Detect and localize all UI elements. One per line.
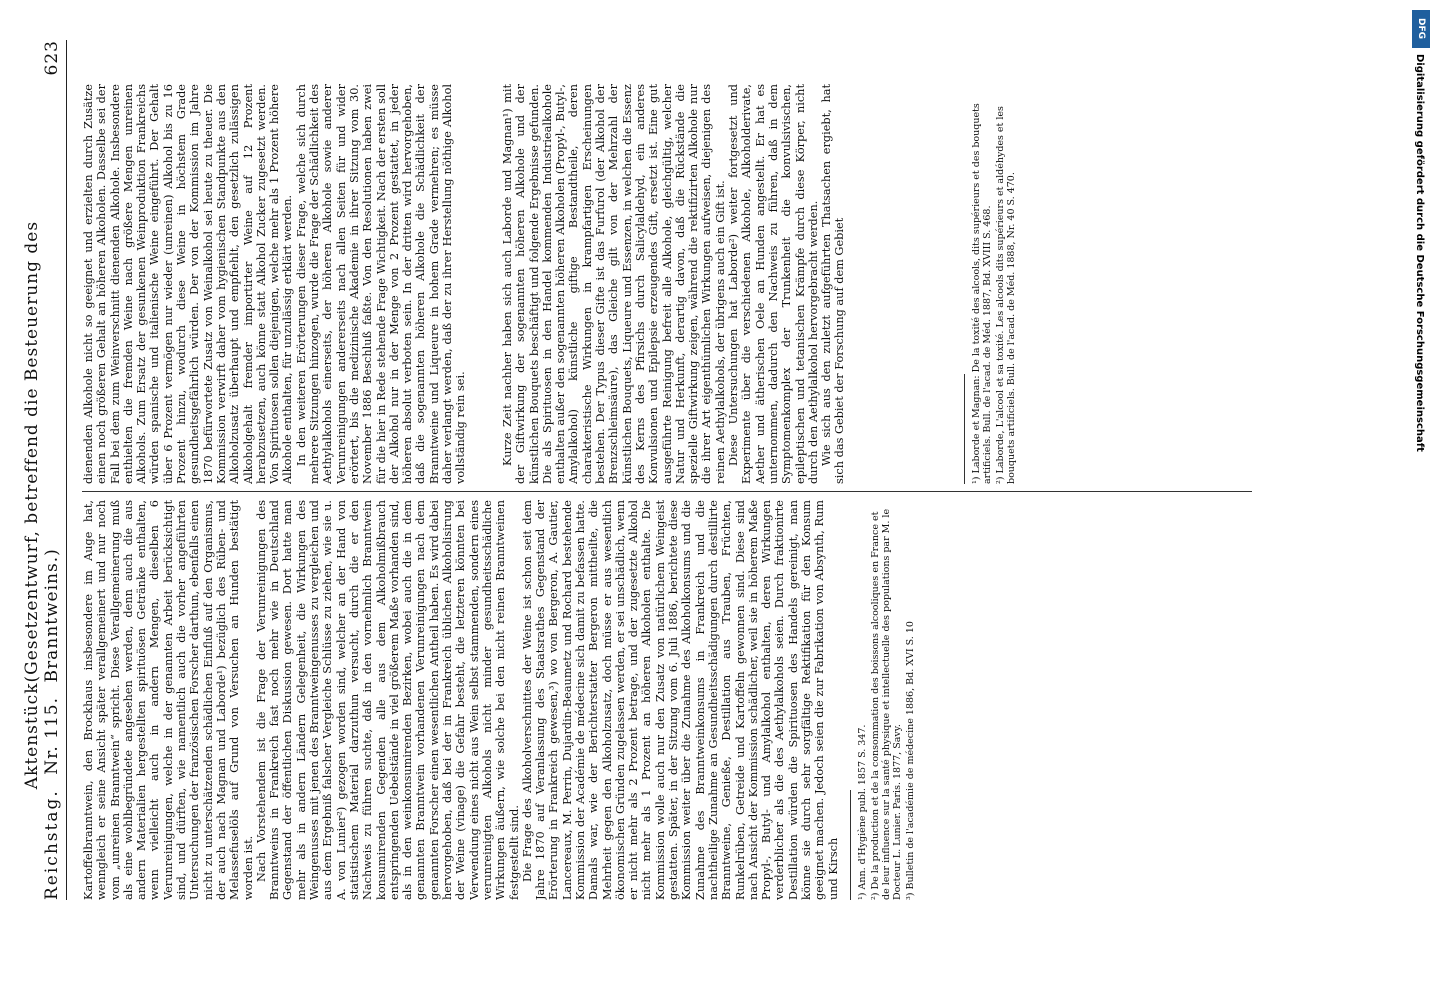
header-left: Reichstag. bbox=[42, 789, 62, 900]
right-paragraph-1: dienenden Alkohole nicht so geeignet und erzielten durch Zusätze einen noch größeren Gehalt an höheren Alkoholen. Dasselbe sei der Fall bei dem zum Weinverschnitt dienenden Alkohole. Insbesondere enthielten die fremden Weine nach größere Mengen unreinen Alkohols. Zum Ersatz der gesunkenen Weinproduktion Frankreichs würden spanische und italienische Weine eingeführt. Der Gehalt über 6 Prozent vermögen nur wieder (unreinen) Alkohol bis zu 16 Prozent hinzu, wodurch diese Weine in höchstem Grade gesundheitsgefährlich würden. Der von der Kommission im Jahre 1870 befürwortete Zusatz von Weinalkohol sei heute zu theuer. Die Kommission verwirft daher vom hygienischen Standpunkte aus den Alkoholzusatz überhaupt und empfiehlt, den gesetzlich zulässigen Alkoholgehalt fremder importirter Weine auf 12 Prozent herabzusetzen, auch könne statt Alkohol Zucker zugesetzt werden. Von Spirituosen sollen diejenigen, welche mehr als 1 Prozent höhere Alkohole enthalten, für unzulässig erklärt werden. bbox=[82, 84, 295, 484]
footnote-rule-left bbox=[850, 790, 851, 900]
left-column-body bbox=[82, 500, 842, 900]
right-paragraph-3: Kurze Zeit nachher haben sich auch Laborde und Magnan¹) mit der Giftwirkung der sogenannten höheren Alkohole und der künstlichen Bouquets beschäftigt und folgende Ergebnisse gefunden. Die als Spirituosen in den Handel kommenden Industriealkohole enthalten außer den sogenannten höheren Alkoholen (Propyl-, Butyl-, Amylalkohol) künstliche giftige Bestandtheile, deren charakteristische Wirkungen in krampfartigen Erscheinungen bestehen. Der Typus dieser Gifte ist das Furfurol (der Alkohol der Brenzschleimsäure), das Gleiche gilt von der Mehrzahl der künstlichen Bouquets, Liqueure und Essenzen, in welchen die Essenz des Kerns des Pfirsichs durch Salicylaldehyd, ein anderes Konvulsionen und Epilepsie erzeugendes Gift, ersetzt ist. Eine gut ausgeführte Reinigung befreit alle Alkohole, gleichgültig, welcher Natur und Herkunft, derartig davon, daß die Rückstände die spezielle Giftwirkung zeigen, während die rektifizirten Alkohole nur die ihrer Art eigenthümlichen Wirkungen aufweisen, diejenigen des reinen Aethylalkohols, der übrigens auch ein Gift ist. bbox=[501, 84, 727, 484]
right-column bbox=[82, 84, 1019, 484]
right-column-body-bottom bbox=[501, 84, 956, 484]
footnote-rule-right bbox=[964, 374, 965, 484]
left-footnote-1: ¹) Ann. d'Hygiène publ. 1857 S. 347. bbox=[857, 724, 868, 900]
right-column-body-top bbox=[82, 84, 497, 484]
header-topic: (Gesetzentwurf, betreffend die Besteuerung des Branntweins.) bbox=[22, 220, 62, 683]
right-footnotes bbox=[971, 84, 1017, 484]
left-paragraph-1: Kartoffelbranntwein, den Brockhaus insbesondere im Auge hat, wenngleich er seine Ansicht später verallgemeinert und nur noch vom „unreinen Branntwein“ spricht. Diese Verallgemeinerung muß als eine wohlbegründete angesehen werden, denn auch die aus andern Materialien hergestellten spirituösen Getränke enthalten, wenn vielleicht auch in andern Mengen, dieselben 6 Verunreinigungen, welche in der genannten Arbeit berücksichtigt sind, und dürften, wie namentlich auch die vorher angeführten Untersuchungen der französischen Forscher darthun, ebenfalls einen nicht zu unterschätzenden schädlichen Einfluß auf den Organismus, der auch nach Magnan und Laborde¹) bezüglich des Rüben- und Melassefuselöls auf Grund von Versuchen an Hunden bestätigt worden ist. bbox=[82, 500, 255, 900]
left-paragraph-3: Die Frage des Alkoholverschnittes der Weine ist schon seit dem Jahre 1870 auf Veranlassung des Staatsrathes Gegenstand der Erörterung in Frankreich gewesen,³) wo von Bergeron, A. Gautier, Lancereaux, M. Perrin, Dujardin-Beaumetz und Rochard bestehende Kommission der Académie de médecine sich damit zu befassen hatte. Damals war, wie der Berichterstatter Bergeron mittheilte, die Mehrheit gegen den Alkoholzusatz, doch müsse er aus wesentlich ökonomischen Gründen zugelassen werden, er sei unschädlich, wenn er nicht mehr als 2 Prozent betrage, und der zugesetzte Alkohol nicht mehr als 1 Prozent an höheren Alkoholen enthalte. Die Kommission wolle auch nur den Zusatz von natürlichem Weingeist gestatten. Später, in der Sitzung vom 6. Juli 1886, berichtete diese Kommission weiter über die Zunahme des Alkoholkonsums und die Zunahme des Branntweinkonsums in Frankreich und die nachtheilige Zunahme an Gesundheitsschädigungen durch destillirte Branntweine, Genieße, Destillation aus Trauben, Früchten, Runkelrüben, Getreide und Kartoffeln gewonnen sind. Diese sind nach Ansicht der Kommission schädlicher, weil sie in höherem Maße Propyl-, Butyl- und Amylalkohol enthalten, deren Wirkungen verderblicher als die des Aethylalkohols seien. Durch fraktionirte Destillation würden die Spirituosen des Handels gereinigt, man könne sie durch sehr sorgfältige Rektifikation für den Konsum geeignet machen. Jedoch seien die zur Fabrikation von Absynth, Rum und Kirsch bbox=[520, 500, 840, 900]
digitization-credit: Digitalisierung gefördert durch die Deutsche Forschungsgemeinschaft bbox=[1414, 54, 1425, 452]
left-footnote-2: ²) De la production et de la consommation des boissons alcooliques en France et de leur influence sur la santé physique et intellectuelle des populations par M. le Docteur L. Lunier. Paris. 1877, Savy. bbox=[870, 508, 903, 900]
right-footnote-2: ²) Laborde, L'alcool et sa toxité. Les alcools dits supérieurs et aldéhydes et les bouquets artificiels. Bull. de l'acad. de Méd. 1888, Nr. 40 S. 470. bbox=[995, 106, 1017, 484]
right-paragraph-5: Wie sich aus den zuletzt aufgeführten Thatsachen ergiebt, hat sich das Gebiet der Forschung auf dem Gebiet bbox=[820, 84, 847, 484]
right-paragraph-2: In den weiteren Erörterungen dieser Frage, welche sich durch mehrere Sitzungen hinzogen, wurde die Frage der Schädlichkeit des Aethylalkohols einerseits, der höheren Alkohole sowie anderer Verunreinigungen andererseits nach allen Seiten für und wider erörtert, bis die medizinische Akademie in ihrer Sitzung vom 30. November 1886 Beschluß faßte. Von den Resolutionen haben zwei für die hier in Rede stehende Frage Wichtigkeit. Nach der ersten soll der Alkohol nur in der Menge von 2 Prozent gestattet, in jeder höheren absolut verboten sein. In der dritten wird hervorgehoben, daß die sogenannten höheren Alkohole die Schädlichkeit der Branntweine und Liqueure in hohem Grade vermehren; es müsse daher verlangt werden, daß der zu ihrer Herstellung nöthige Alkohol vollständig rein sei. bbox=[294, 84, 468, 484]
right-footnote-1: ¹) Laborde et Magnan: De la toxité des alcools, dits supérieurs et des bouquets artificiels. Bull. de l'acad. de Méd. 1887, Bd. XVIII S. 468. bbox=[971, 103, 993, 484]
left-paragraph-2: Nach Vorstehendem ist die Frage der Verunreinigungen des Branntweins in Frankreich fast noch mehr wie in Deutschland Gegenstand der öffentlichen Diskussion gewesen. Dort hatte man mehr als in andern Ländern Gelegenheit, die Wirkungen des Weingenusses mit jenen des Branntweingenusses zu vergleichen und aus dem Ergebniß falscher Vergleiche Schlüsse zu ziehen, wie sie u. A. von Lunier²) gezogen worden sind, welcher an der Hand von statistischem Material darzuthun versucht, durch die er den Nachweis zu führen suchte, daß in den vornehmlich Branntwein konsumirenden Gegenden alle aus dem Alkoholmißbrauch entspringenden Uebelstände in viel größerem Maße vorhanden sind, als in den weinkonsumirenden Bezirken, wobei auch die in dem genannten Branntwein vorhandenen Verunreinigungen nach dem genannten Forscher einen wesentlichen Antheil haben. Es wird dabei hervorgehoben, daß bei der in Frankreich üblichen Alkoholisirung der Weine (vinage) die Gefahr besteht, die letzteren könnten bei Verwendung eines nicht aus Wein selbst stammenden, sondern eines verunreinigten Alkohols nicht minder gesundheitsschädliche Wirkungen äußern, wie solche bei den nicht reinen Branntweinen festgestellt sind. bbox=[254, 500, 521, 900]
header-middle: Aktenstück Nr. 115. bbox=[22, 682, 62, 790]
dfg-logo: DFG bbox=[1412, 10, 1430, 48]
column-divider bbox=[82, 491, 1252, 492]
left-column bbox=[82, 500, 918, 900]
page-number: 623 bbox=[42, 40, 62, 76]
left-footnote-3: ³) Bulletin de l'académie de médecine 1886, Bd. XVI S. 10 bbox=[905, 621, 916, 900]
right-paragraph-4: Diese Untersuchungen hat Laborde²) weiter fortgesetzt und Experimente über die verschiedenen Alkohole, Alkoholderivate, Aether und ätherischen Oele an Hunden angestellt. Er hat es unternommen, dadurch den Nachweis zu führen, daß in dem Symptomenkomplex der Trunkenheit die konvulsivischen, epileptischen und tetanischen Krämpfe durch diese Körper, nicht durch den Aethylalkohol hervorgebracht werden. bbox=[727, 84, 820, 484]
running-header bbox=[22, 40, 62, 900]
header-rule bbox=[66, 40, 67, 900]
left-footnotes bbox=[857, 500, 916, 900]
